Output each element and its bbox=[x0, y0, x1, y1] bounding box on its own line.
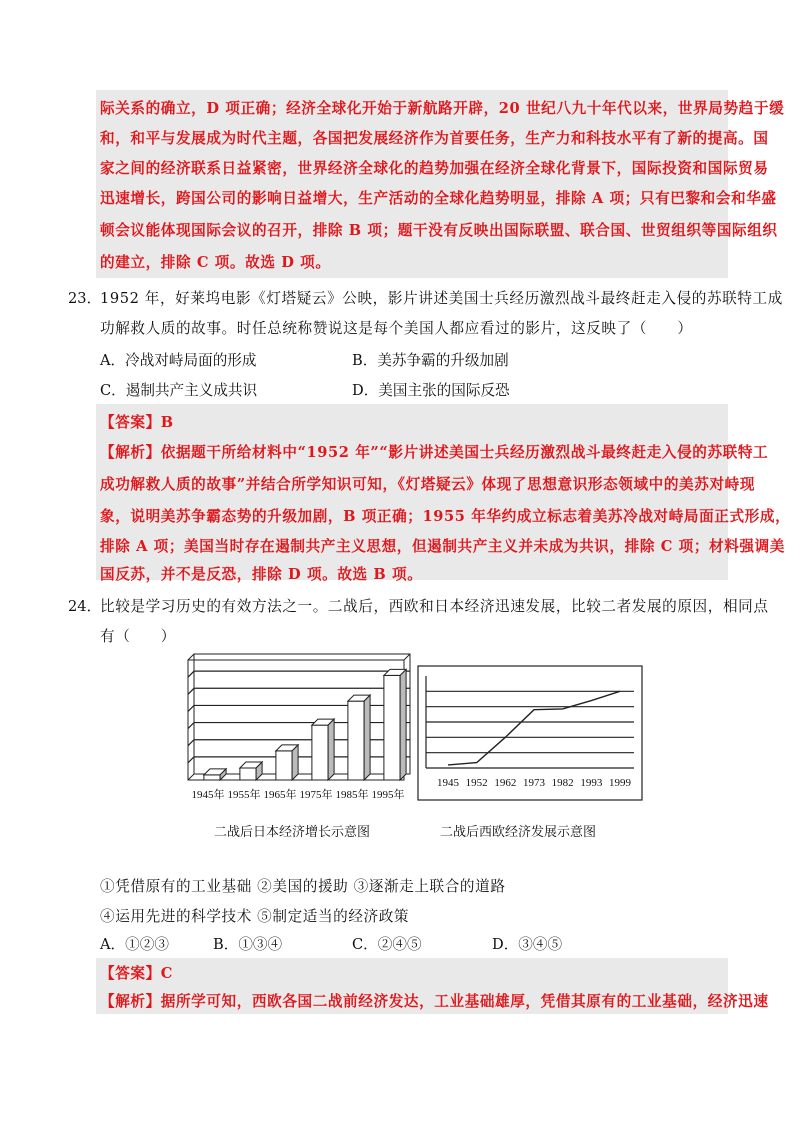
gridline bbox=[188, 705, 410, 711]
analysis-text: 依据题干所给材料中“1952 年”“影片讲述美国士兵经历激烈战斗最终赶走入侵的苏联特工 bbox=[160, 444, 769, 461]
gridline bbox=[188, 757, 410, 763]
chart-frame-edge bbox=[188, 774, 194, 780]
option-d: D．③④⑤ bbox=[492, 936, 563, 953]
x-tick-label: 1962 bbox=[494, 777, 517, 789]
answer-line bbox=[100, 411, 174, 432]
analysis-line: 成功解救人质的故事”并结合所学知识可知，《灯塔疑云》体现了思想意识形态领域中的美苏对峙现 bbox=[100, 476, 756, 493]
analysis-label: 【解析】 bbox=[100, 444, 161, 461]
option-d: D．美国主张的国际反恐 bbox=[352, 382, 510, 399]
bar bbox=[348, 701, 364, 780]
analysis-block-prev bbox=[96, 90, 728, 278]
question-number: 24． bbox=[68, 598, 102, 615]
x-tick-label: 1995年 bbox=[371, 789, 405, 801]
analysis-label: 【解析】 bbox=[100, 993, 161, 1010]
answer-label: 【答案】 bbox=[100, 965, 161, 982]
bar bbox=[240, 768, 256, 780]
x-tick-label: 1975年 bbox=[299, 789, 333, 801]
bar bbox=[384, 675, 400, 780]
europe-chart-svg bbox=[416, 664, 646, 802]
x-tick-label: 1965年 bbox=[263, 789, 297, 801]
answer-value: C bbox=[160, 965, 173, 982]
analysis-line: 国反苏，并不是反恐，排除 D 项。故选 B 项。 bbox=[100, 566, 423, 583]
analysis-line: 的建立，排除 C 项。故选 D 项。 bbox=[100, 254, 331, 271]
analysis-line: 迅速增长，跨国公司的影响日益增大，生产活动的全球化趋势明显，排除 A 项；只有巴黎和会和华盛 bbox=[100, 190, 777, 207]
japan-chart-caption: 二战后日本经济增长示意图 bbox=[214, 825, 371, 840]
statement-items: ①凭借原有的工业基础 ②美国的援助 ③逐渐走上联合的道路 bbox=[100, 878, 506, 895]
bar-side bbox=[364, 695, 370, 780]
x-tick-label: 1955年 bbox=[227, 789, 261, 801]
option-b: B．美苏争霸的升级加剧 bbox=[352, 352, 509, 369]
analysis-line: 和，和平与发展成为时代主题，各国把发展经济作为首要任务，生产力和科技水平有了新的提高。国 bbox=[100, 130, 769, 147]
gridline bbox=[188, 688, 410, 694]
series-line bbox=[448, 691, 620, 765]
question-stem: 有（ ） bbox=[100, 628, 176, 645]
question-stem: 功解救人质的故事。时任总统称赞说这是每个美国人都应看过的影片，这反映了（ ） bbox=[100, 320, 693, 337]
analysis-line bbox=[100, 990, 769, 1011]
bar-side bbox=[400, 669, 406, 780]
x-tick-label: 1952 bbox=[465, 777, 488, 789]
europe-chart-caption: 二战后西欧经济发展示意图 bbox=[440, 825, 597, 840]
x-tick-label: 1999 bbox=[609, 777, 631, 789]
question-number: 23． bbox=[68, 290, 102, 307]
chart-frame-edge bbox=[404, 654, 410, 660]
option-c: C．遏制共产主义成共识 bbox=[100, 382, 258, 399]
x-tick-label: 1985年 bbox=[335, 789, 369, 801]
option-b: B．①③④ bbox=[213, 936, 283, 953]
europe-growth-chart bbox=[416, 664, 646, 802]
analysis-line: 顿会议能体现国际会议的召开，排除 B 项；题干没有反映出国际联盟、联合国、世贸组织等国际组织 bbox=[100, 222, 778, 239]
x-tick-label: 1982 bbox=[551, 777, 574, 789]
x-tick-label: 1973 bbox=[523, 777, 545, 789]
bar-side bbox=[328, 719, 334, 780]
answer-line bbox=[100, 962, 173, 983]
bar bbox=[276, 751, 292, 780]
option-a: A．①②③ bbox=[100, 936, 169, 953]
gridline bbox=[188, 671, 410, 677]
bar bbox=[312, 725, 328, 780]
answer-value: B bbox=[160, 414, 174, 431]
statement-items: ④运用先进的科学技术 ⑤制定适当的经济政策 bbox=[100, 908, 410, 925]
x-tick-label: 1993 bbox=[580, 777, 603, 789]
chart-back-wall bbox=[194, 654, 410, 774]
option-a: A．冷战对峙局面的形成 bbox=[100, 352, 257, 369]
analysis-text: 据所学可知，西欧各国二战前经济发达，工业基础雄厚，凭借其原有的工业基础，经济迅速 bbox=[160, 993, 769, 1010]
gridline bbox=[188, 723, 410, 729]
answer-label: 【答案】 bbox=[100, 414, 161, 431]
japan-growth-chart bbox=[182, 652, 412, 802]
analysis-line: 际关系的确立，D 项正确；经济全球化开始于新航路开辟，20 世纪八九十年代以来，世界局势趋于缓 bbox=[100, 100, 785, 117]
option-c: C．②④⑤ bbox=[352, 936, 422, 953]
chart-frame-edge bbox=[188, 654, 194, 660]
analysis-line: 家之间的经济联系日益紧密，世界经济全球化的趋势加强在经济全球化背景下，国际投资和国际贸易 bbox=[100, 160, 769, 177]
analysis-line: 排除 A 项；美国当时存在遏制共产主义思想，但遏制共产主义并未成为共识，排除 C 项；材料强调美 bbox=[100, 538, 786, 555]
gridline bbox=[188, 740, 410, 746]
analysis-line: 象，说明美苏争霸态势的升级加剧，B 项正确；1955 年华约成立标志着美苏冷战对峙局面正式形成， bbox=[100, 508, 791, 525]
analysis-line bbox=[100, 441, 768, 462]
bar-side bbox=[292, 745, 298, 780]
x-tick-label: 1945年 bbox=[191, 789, 225, 801]
x-tick-label: 1945 bbox=[437, 777, 459, 789]
japan-chart-svg bbox=[182, 652, 412, 802]
question-stem: 比较是学习历史的有效方法之一。二战后，西欧和日本经济迅速发展，比较二者发展的原因，相同点 bbox=[100, 598, 769, 615]
question-stem: 1952 年，好莱坞电影《灯塔疑云》公映，影片讲述美国士兵经历激烈战斗最终赶走入侵的苏联特工成 bbox=[100, 290, 783, 307]
bar bbox=[204, 775, 220, 780]
